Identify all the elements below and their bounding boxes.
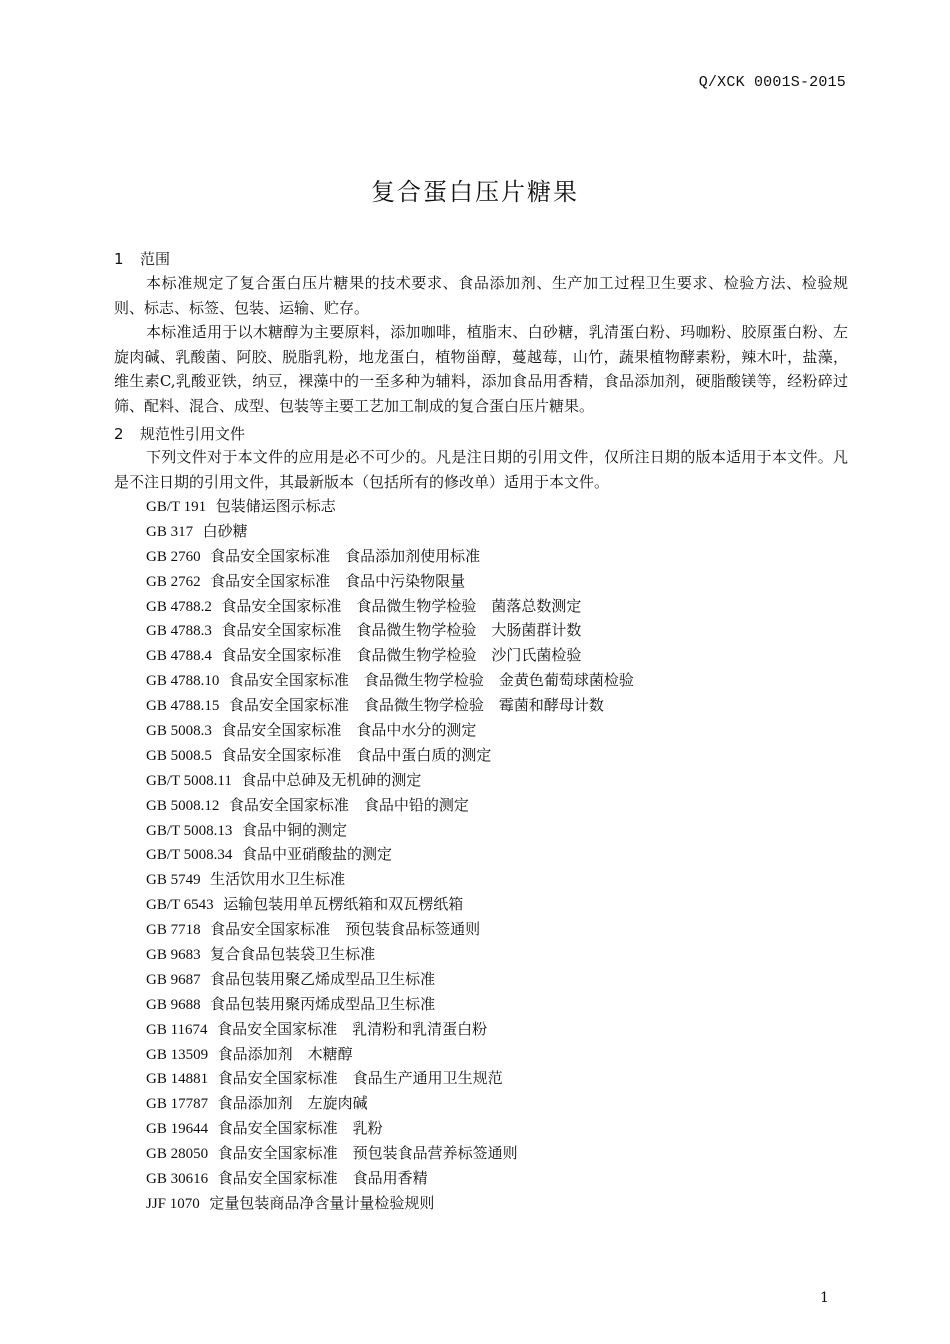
reference-code: GB 2760 bbox=[146, 548, 201, 565]
reference-code: GB 11674 bbox=[146, 1021, 208, 1038]
reference-item bbox=[146, 1141, 846, 1166]
reference-item bbox=[146, 1116, 846, 1141]
reference-code: GB 9688 bbox=[146, 996, 201, 1013]
section-heading-normative-references bbox=[114, 423, 245, 444]
section-title: 范围 bbox=[140, 250, 171, 268]
reference-title: 食品中亚硝酸盐的测定 bbox=[241, 845, 392, 864]
reference-item bbox=[146, 643, 846, 668]
reference-title: 食品安全国家标准 食品添加剂使用标准 bbox=[210, 546, 481, 565]
document-code: Q/XCK 0001S-2015 bbox=[698, 74, 846, 91]
reference-item bbox=[146, 818, 846, 843]
reference-code: GB 5008.12 bbox=[146, 797, 220, 814]
document-title: 复合蛋白压片糖果 bbox=[371, 178, 579, 206]
reference-item bbox=[146, 519, 846, 544]
reference-code: GB 5008.5 bbox=[146, 747, 212, 764]
reference-item bbox=[146, 768, 846, 793]
reference-code: GB 9683 bbox=[146, 947, 201, 964]
reference-code: GB 5008.3 bbox=[146, 723, 212, 740]
reference-item bbox=[146, 1017, 846, 1042]
reference-code: GB/T 6543 bbox=[146, 897, 214, 914]
reference-item bbox=[146, 892, 846, 917]
scope-paragraph-1: 本标准规定了复合蛋白压片糖果的技术要求、食品添加剂、生产加工过程卫生要求、检验方法、检验规则、标志、标签、包装、运输、贮存。 bbox=[114, 274, 848, 317]
reference-code: GB 317 bbox=[146, 523, 194, 540]
reference-title: 食品安全国家标准 食品微生物学检验 沙门氏菌检验 bbox=[221, 646, 582, 665]
reference-code: GB 19644 bbox=[146, 1121, 209, 1138]
reference-code: GB/T 5008.34 bbox=[146, 847, 233, 864]
reference-item bbox=[146, 594, 846, 619]
reference-title: 食品安全国家标准 食品中水分的测定 bbox=[221, 721, 477, 740]
reference-code: GB 4788.3 bbox=[146, 623, 212, 640]
reference-code: GB 7718 bbox=[146, 922, 201, 939]
reference-code: GB 28050 bbox=[146, 1146, 209, 1163]
reference-title: 生活饮用水卫生标准 bbox=[210, 870, 346, 889]
reference-item bbox=[146, 867, 846, 892]
reference-title: 食品安全国家标准 食品用香精 bbox=[217, 1169, 428, 1188]
reference-title: 食品安全国家标准 预包装食品营养标签通则 bbox=[217, 1144, 518, 1163]
reference-code: GB 30616 bbox=[146, 1171, 209, 1188]
section-number: 2 bbox=[114, 425, 124, 443]
reference-item bbox=[146, 618, 846, 643]
reference-item bbox=[146, 942, 846, 967]
reference-item bbox=[146, 1191, 846, 1216]
reference-item bbox=[146, 1166, 846, 1191]
scope-paragraph-2: 本标准适用于以木糖醇为主要原料，添加咖啡，植脂末、白砂糖，乳清蛋白粉、玛咖粉、胶原蛋白粉、左旋肉碱、乳酸菌、阿胶、脱脂乳粉，地龙蛋白，植物甾醇，蔓越莓，山竹，蔬果植物酵素粉，辣木叶，盐藻，维生素C,乳酸亚铁，纳豆，裸藻中的一至多种为辅料，添加食品用香精，食品添加剂，硬脂酸镁等，经粉碎过筛、配料、混合、成型、包装等主要工艺加工制成的复合蛋白压片糖果。 bbox=[114, 323, 848, 415]
reference-title: 食品添加剂 左旋肉碱 bbox=[217, 1094, 368, 1113]
reference-code: GB 4788.2 bbox=[146, 598, 212, 615]
reference-item bbox=[146, 693, 846, 718]
reference-title: 食品包装用聚乙烯成型品卫生标准 bbox=[210, 969, 436, 988]
reference-title: 复合食品包装袋卫生标准 bbox=[210, 945, 376, 964]
page-number: 1 bbox=[820, 1290, 829, 1306]
reference-title: 食品安全国家标准 食品中蛋白质的测定 bbox=[221, 745, 492, 764]
reference-code: GB/T 5008.11 bbox=[146, 772, 232, 789]
reference-item bbox=[146, 718, 846, 743]
reference-item bbox=[146, 544, 846, 569]
reference-title: 食品安全国家标准 预包装食品标签通则 bbox=[210, 920, 481, 939]
reference-title: 食品中铜的测定 bbox=[241, 820, 347, 839]
reference-code: GB/T 191 bbox=[146, 499, 207, 515]
reference-title: 食品安全国家标准 食品微生物学检验 霉菌和酵母计数 bbox=[228, 696, 604, 715]
reference-title: 食品包装用聚丙烯成型品卫生标准 bbox=[210, 994, 436, 1013]
reference-list bbox=[146, 494, 846, 1216]
reference-code: GB 2762 bbox=[146, 573, 201, 590]
section-heading-scope bbox=[114, 248, 170, 269]
reference-item bbox=[146, 494, 846, 519]
reference-code: GB 17787 bbox=[146, 1096, 209, 1113]
reference-title: 食品安全国家标准 食品生产通用卫生规范 bbox=[217, 1069, 503, 1088]
reference-title: 食品安全国家标准 食品微生物学检验 大肠菌群计数 bbox=[221, 621, 582, 640]
references-intro-paragraph: 下列文件对于本文件的应用是必不可少的。凡是注日期的引用文件，仅所注日期的版本适用于本文件。凡是不注日期的引用文件，其最新版本（包括所有的修改单）适用于本文件。 bbox=[114, 448, 848, 491]
reference-title: 包装储运图示标志 bbox=[215, 497, 336, 515]
reference-title: 定量包装商品净含量计量检验规则 bbox=[209, 1193, 435, 1212]
section-number: 1 bbox=[114, 250, 124, 268]
reference-title: 白砂糖 bbox=[202, 521, 248, 540]
reference-code: GB 9687 bbox=[146, 971, 201, 988]
reference-item bbox=[146, 1066, 846, 1091]
reference-title: 食品中总砷及无机砷的测定 bbox=[241, 770, 422, 789]
reference-item bbox=[146, 967, 846, 992]
reference-item bbox=[146, 569, 846, 594]
reference-code: GB 4788.10 bbox=[146, 673, 220, 690]
reference-title: 食品安全国家标准 食品微生物学检验 菌落总数测定 bbox=[221, 596, 582, 615]
reference-title: 食品安全国家标准 乳清粉和乳清蛋白粉 bbox=[217, 1019, 488, 1038]
reference-title: 运输包装用单瓦楞纸箱和双瓦楞纸箱 bbox=[223, 895, 464, 914]
reference-item bbox=[146, 793, 846, 818]
reference-item bbox=[146, 668, 846, 693]
reference-item bbox=[146, 1091, 846, 1116]
reference-item bbox=[146, 1042, 846, 1067]
reference-title: 食品添加剂 木糖醇 bbox=[217, 1044, 353, 1063]
reference-code: GB 5749 bbox=[146, 872, 201, 889]
reference-title: 食品安全国家标准 食品中铅的测定 bbox=[228, 795, 469, 814]
reference-code: JJF 1070 bbox=[146, 1195, 200, 1212]
reference-item bbox=[146, 743, 846, 768]
reference-title: 食品安全国家标准 食品中污染物限量 bbox=[210, 571, 466, 590]
section-title: 规范性引用文件 bbox=[140, 425, 246, 443]
reference-code: GB 4788.4 bbox=[146, 648, 212, 665]
reference-title: 食品安全国家标准 乳粉 bbox=[217, 1119, 383, 1138]
reference-code: GB 13509 bbox=[146, 1046, 209, 1063]
reference-item bbox=[146, 917, 846, 942]
reference-title: 食品安全国家标准 食品微生物学检验 金黄色葡萄球菌检验 bbox=[228, 671, 634, 690]
reference-code: GB 4788.15 bbox=[146, 698, 220, 715]
reference-item bbox=[146, 842, 846, 867]
reference-item bbox=[146, 992, 846, 1017]
reference-code: GB/T 5008.13 bbox=[146, 822, 233, 839]
reference-code: GB 14881 bbox=[146, 1071, 209, 1088]
